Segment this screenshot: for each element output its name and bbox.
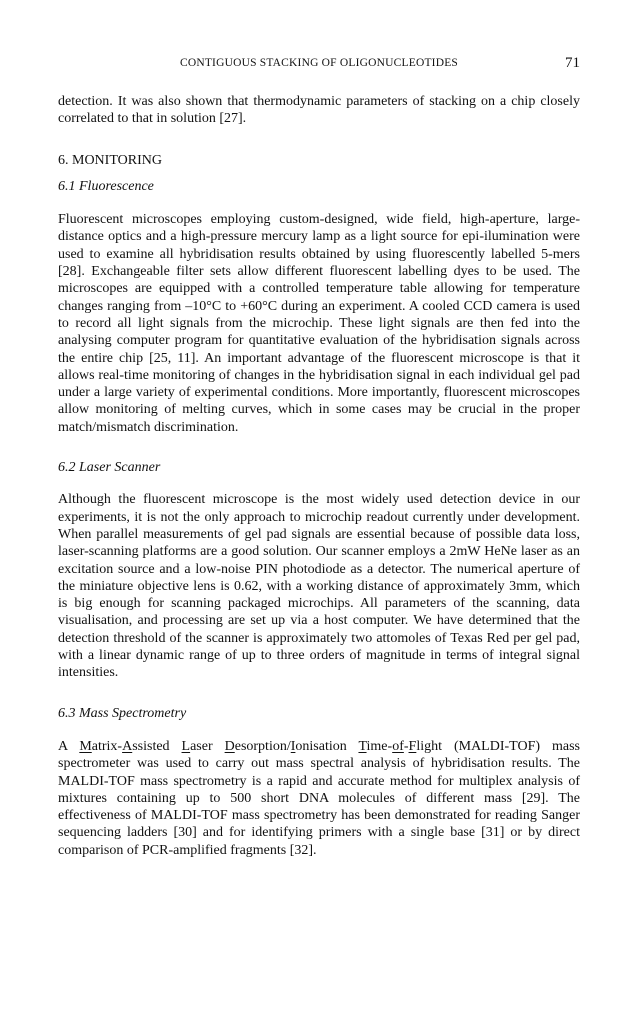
running-title: CONTIGUOUS STACKING OF OLIGONUCLEOTIDES (179, 57, 459, 69)
mass-text: esorption/ (234, 738, 291, 754)
section-title: 6. MONITORING (58, 152, 162, 168)
mass-text-rest: light (MALDI-TOF) mass spectrometer was used to carry out mass spectral analysis of hybridisation results. The MALDI-TOF mass spectrometry is a rapid and accurate method for multiplex analysis of mixtures containing up to 500 short DNA molecules of different mass [29]. The effectiveness of MALDI-TOF mass spectrometry has been demonstrated for reading Sanger sequencing ladders [30] and for identifying primers with a single base [31] or by direct comparison of PCR-amplified fragments [32]. (58, 738, 580, 858)
acronym-letter: of (392, 738, 404, 754)
acronym-letter: F (408, 738, 417, 754)
paragraph-laser-scanner: Although the fluorescent microscope is the most widely used detection device in our experiments, it is not the only approach to microchip readout currently under development. When parallel measurements of gel pad signals are essential because of possible data loss, laser-scanning platforms are a good solution. Our scanner employs a 2mW HeNe laser as an excitation source and a low-noise PIN photodiode as a detector. The numerical aperture of the miniature objective lens is 0.62, with a working distance of approximately 3mm, which is big enough for scanning packaged microchips. All parameters of the scanning, data visualisation, and processing are set up via a host computer. We have determined that the detection threshold of the scanner is approximately two attomoles of Texas Red per gel pad, with a linear dynamic range of up to three orders of magnitude in terms of integral signal intensities. (58, 492, 580, 681)
page-number: 71 (565, 55, 580, 71)
mass-text-lead: A (58, 738, 68, 754)
intro-paragraph: detection. It was also shown that thermodynamic parameters of stacking on a chip closely correlated to that in solution [27]. (58, 94, 580, 127)
subsection-heading-fluorescence: 6.1 Fluorescence (58, 178, 154, 194)
mass-text: - (403, 738, 409, 754)
mass-text: onisation (295, 738, 347, 754)
mass-text: ime- (366, 738, 393, 754)
page-body (58, 93, 580, 859)
subsection-heading-laser-scanner: 6.2 Laser Scanner (58, 460, 161, 476)
acronym-letter: M (79, 738, 92, 754)
acronym-letter: A (122, 738, 133, 754)
paragraph-fluorescence: Fluorescent microscopes employing custom-designed, wide field, high-aperture, large-distance optics and a high-pressure mercury lamp as a light source for epi-ilumination were used to examine all hybridisation results obtained by using fluorescently labelled 5-mers [28]. Exchangeable filter sets allow different fluorescent labelling dyes to be used. The microscopes are equipped with a controlled temperature table allowing for temperature changes ranging from –10°C to +60°C during an experiment. A cooled CCD camera is used to record all light signals from the microchip. These light signals are then fed into the analysing computer program for quantitative evaluation of the hybridisation signals across the entire chip [25, 11]. An important advantage of the fluorescent microscope is that it allows real-time monitoring of changes in the hybridisation signal in each individual gel pad under a large variety of experimental conditions. More importantly, fluorescent microscopes allow monitoring of melting curves, which in some cases may be crucial in the proper match/mismatch discrimination. (58, 212, 580, 435)
mass-text: atrix- (91, 738, 123, 754)
running-header (58, 55, 580, 73)
acronym-letter: D (224, 738, 235, 754)
mass-text: ssisted (132, 738, 170, 754)
acronym-letter: I (290, 738, 296, 754)
acronym-letter: L (181, 738, 191, 754)
paragraph-mass-spectrometry (58, 738, 580, 859)
acronym-letter: T (358, 738, 367, 754)
mass-text: aser (190, 738, 213, 754)
subsection-heading-mass-spectrometry: 6.3 Mass Spectrometry (58, 705, 187, 721)
